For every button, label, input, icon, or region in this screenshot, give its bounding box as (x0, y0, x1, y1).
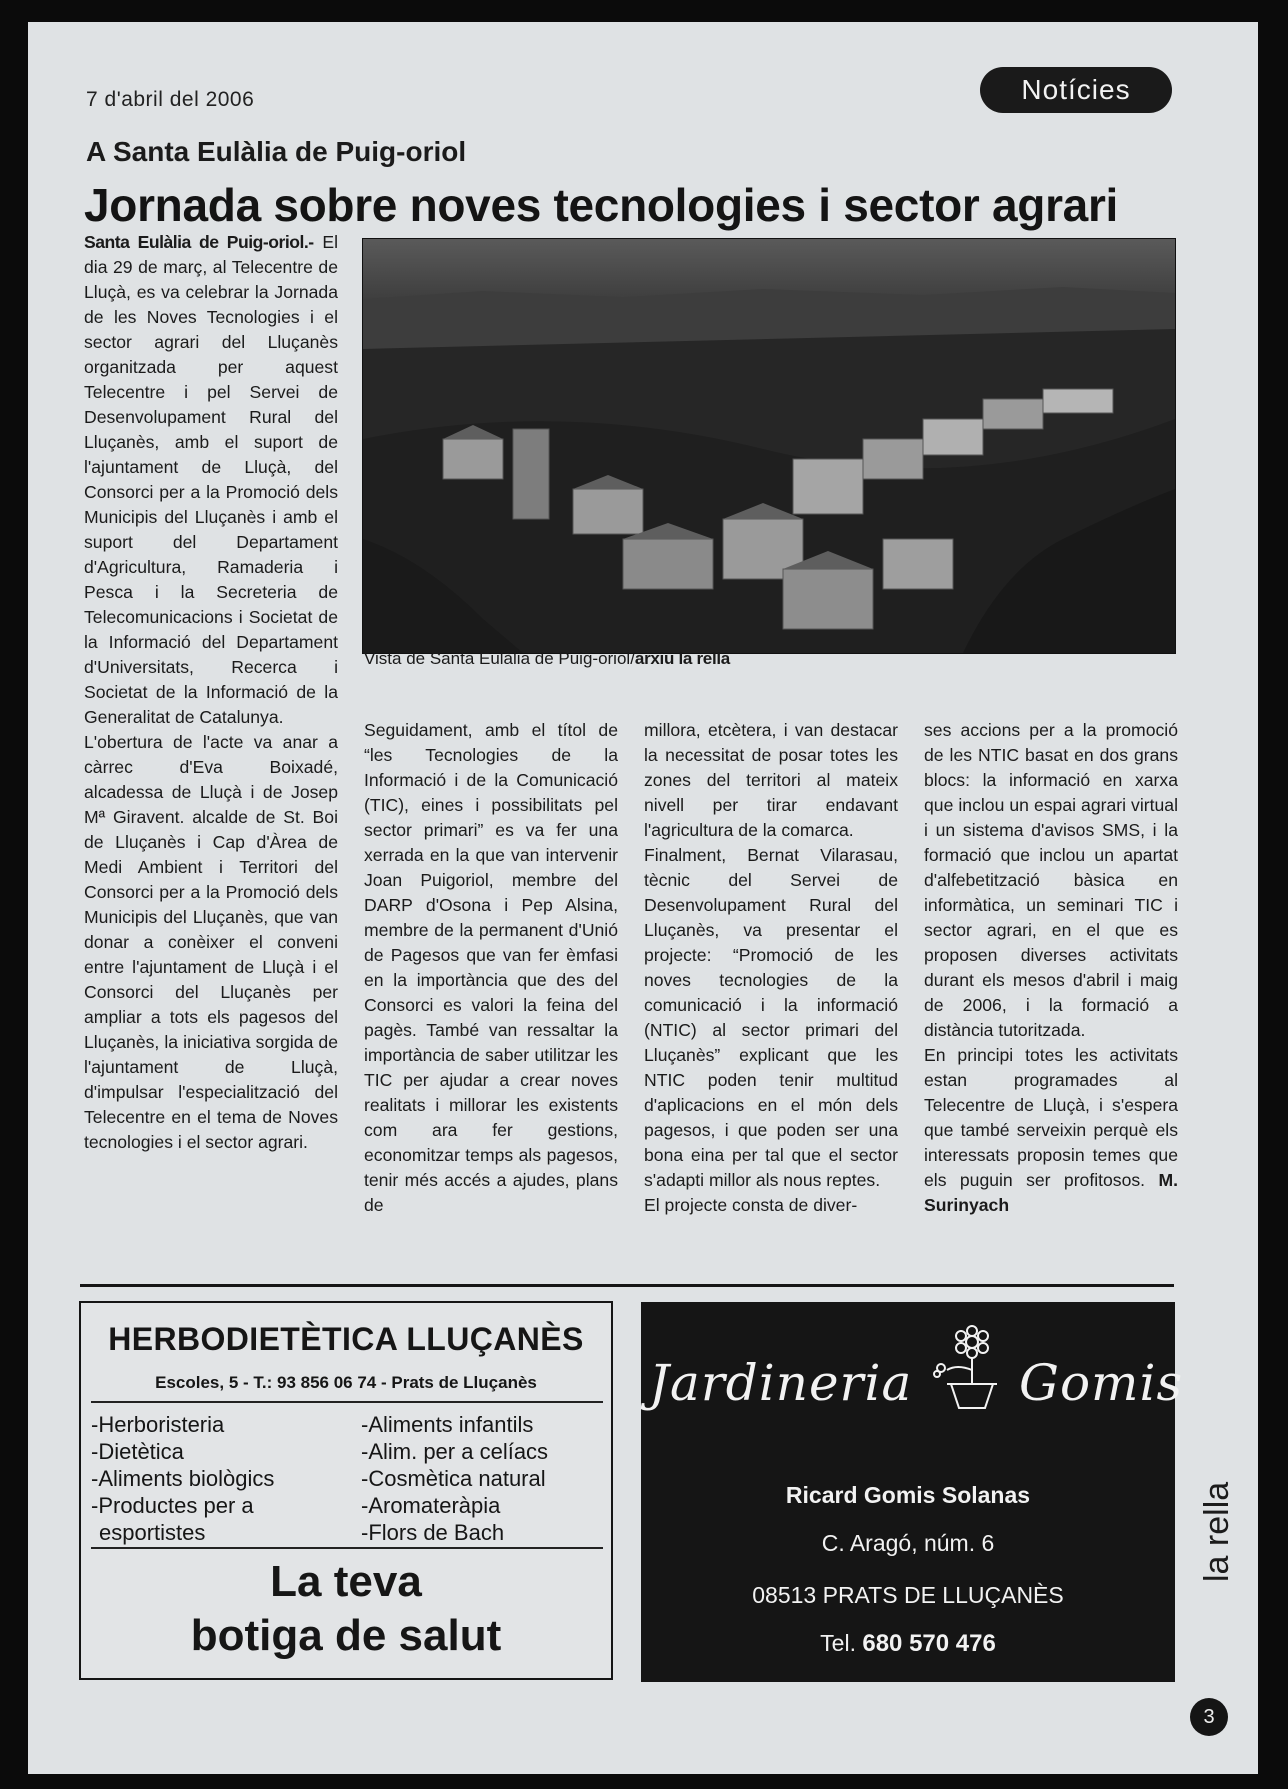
list-item: -Aliments biològics (91, 1466, 275, 1491)
ad-list-right (361, 1411, 548, 1546)
ad-list-left (91, 1411, 274, 1546)
list-item: -Alim. per a celíacs (361, 1439, 549, 1464)
article-kicker: A Santa Eulàlia de Puig-oriol (86, 136, 467, 167)
page-number: 3 (1190, 1698, 1228, 1736)
column-1-lead: El dia 29 de març, al Telecentre de Lluçà, es va celebrar la Jornada de les Noves Tecnologies i el sector agrari del Lluçanès organitzada per aquest Telecentre i pel Servei de Desenvolupament Rural del Lluçanès, amb el suport de l'ajuntament de Lluçà, del Consorci per a la Promoció dels Municipis del Lluçanès i amb el suport del Departament d'Agricultura, Ramaderia i Pesca i la Secreteria de Telecomunicacions i Societat de la Informació del Departament d'Universitats, Recerca i Societat de la Informació de la Generalitat de Catalunya. (84, 232, 338, 727)
ad-script-name-right: Gomis (1019, 1354, 1184, 1412)
list-item: -Herboristeria (91, 1412, 225, 1437)
photo-caption (364, 649, 730, 669)
column-3-paragraph-1: millora, etcètera, i van destacar la necessitat de posar totes les zones del territori al mateix nivell per tirar endavant l'agricultura de la comarca. (644, 720, 898, 840)
ad-city: 08513 PRATS DE LLUÇANÈS (752, 1582, 1064, 1608)
list-item: -Aliments infantils (361, 1412, 534, 1437)
ad-title: HERBODIETÈTICA LLUÇANÈS (108, 1321, 584, 1357)
publication-brand: la rella (1198, 1481, 1236, 1582)
slogan-line-2: botiga de salut (190, 1611, 502, 1660)
issue-date: 7 d'abril del 2006 (86, 88, 255, 111)
ad-divider (91, 1401, 603, 1403)
article-column-2 (364, 718, 618, 1284)
caption-text: Vista de Santa Eulàlia de Puig-oriol/ (364, 649, 635, 668)
caption-credit: arxiu la rella (634, 649, 730, 668)
jardineria-gomis-ad (641, 1302, 1184, 1682)
herbodietetica-ad (79, 1301, 613, 1680)
ad-owner-name: Ricard Gomis Solanas (785, 1482, 1031, 1508)
column-4-paragraph-2: En principi totes les activitats estan programades al Telecentre de Lluçà, i s'espera que també serveixin perquè els interessats proposin temes que els puguin ser profitosos. (924, 1045, 1178, 1190)
ad-script-name-left: Jardineria (649, 1354, 913, 1412)
article-column-4 (924, 718, 1178, 1284)
ad-telephone (641, 1630, 1175, 1658)
list-item: esportistes (99, 1520, 206, 1545)
list-item: -Productes per a (91, 1493, 254, 1518)
column-3-paragraph-2: Finalment, Bernat Vilarasau, tècnic del Servei de Desenvolupament Rural del Lluçanès, va presentar el projecte: “Promoció de les noves tecnologies de la comunicació i la informació (NTIC) al sector primari del Lluçanès” explicant que les NTIC poden tenir multitud d'aplicacions en el món dels pagesos, i que poden ser una bona eina per tal que el sector s'adapti millor als nous reptes. (644, 845, 898, 1190)
newspaper-page (28, 22, 1258, 1774)
ad-slogan (81, 1555, 611, 1663)
flower-pot-icon (927, 1324, 1017, 1414)
column-3-paragraph-3: El projecte consta de diver- (644, 1195, 858, 1215)
article-column-1 (84, 230, 338, 1290)
column-1-paragraph-2: L'obertura de l'acte va anar a càrrec d'Eva Boixadé, alcadessa de Lluçà i de Josep Mª Giravent. alcalde de St. Boi de Lluçanès i Cap d'Àrea de Medi Ambient i Territori del Consorci per a la Promoció dels Municipis del Lluçanès, que van donar a conèixer el conveni entre l'ajuntament de Lluçà i el Consorci del Lluçanès per ampliar a tots els pagesos del Lluçanès, la iniciativa sorgida de l'ajuntament de Lluçà, d'impulsar l'especialització del Telecentre en el tema de Noves tecnologies i el sector agrari. (84, 732, 338, 1152)
list-item: -Dietètica (91, 1439, 184, 1464)
section-divider (80, 1284, 1174, 1287)
article-byline: Santa Eulàlia de Puig-oriol.- (84, 232, 314, 252)
article-column-3 (644, 718, 898, 1284)
article-headline: Jornada sobre noves tecnologies i sector agrari (84, 179, 1119, 231)
article-signature: M. Surinyach (924, 1170, 1178, 1215)
section-label: Notícies (980, 67, 1172, 113)
list-item: -Cosmètica natural (361, 1466, 546, 1491)
list-item: -Aromateràpia (361, 1493, 501, 1518)
village-photo (362, 238, 1176, 654)
tel-number: 680 570 476 (862, 1630, 996, 1657)
column-2-text: Seguidament, amb el títol de “les Tecnologies de la Informació i de la Comunicació (TIC), eines i possibilitats pel sector primari” es va fer una xerrada en la que van intervenir Joan Puigoriol, membre del DARP d'Osona i Pep Alsina, membre de la permanent d'Unió de Pagesos que van fer èmfasi en la importància que des del Consorci es valori la feina del pagès. També van ressaltar la importància de saber utilitzar les TIC per ajudar a crear noves realitats i millorar les existents com ara fer gestions, economitzar temps als pagesos, tenir més accés a ajudes, plans de (364, 720, 618, 1215)
ad-address: Escoles, 5 - T.: 93 856 06 74 - Prats de Lluçanès (155, 1373, 537, 1392)
slogan-line-1: La teva (270, 1557, 422, 1606)
column-4-paragraph-1: ses accions per a la promoció de les NTIC basat en dos grans blocs: la informació en xarxa que inclou un espai agrari virtual i un sistema d'avisos SMS, i la formació que inclou un apartat d'alfebetització bàsica en informàtica, un seminari TIC i sector agrari, en el que es proposen diverses activitats durant els mesos d'abril i maig de 2006, i la formació a distància tutoritzada. (924, 720, 1178, 1040)
ad-divider (91, 1547, 603, 1549)
tel-label: Tel. (820, 1630, 856, 1656)
list-item: -Flors de Bach (361, 1520, 505, 1545)
ad-street: C. Aragó, núm. 6 (821, 1530, 995, 1556)
